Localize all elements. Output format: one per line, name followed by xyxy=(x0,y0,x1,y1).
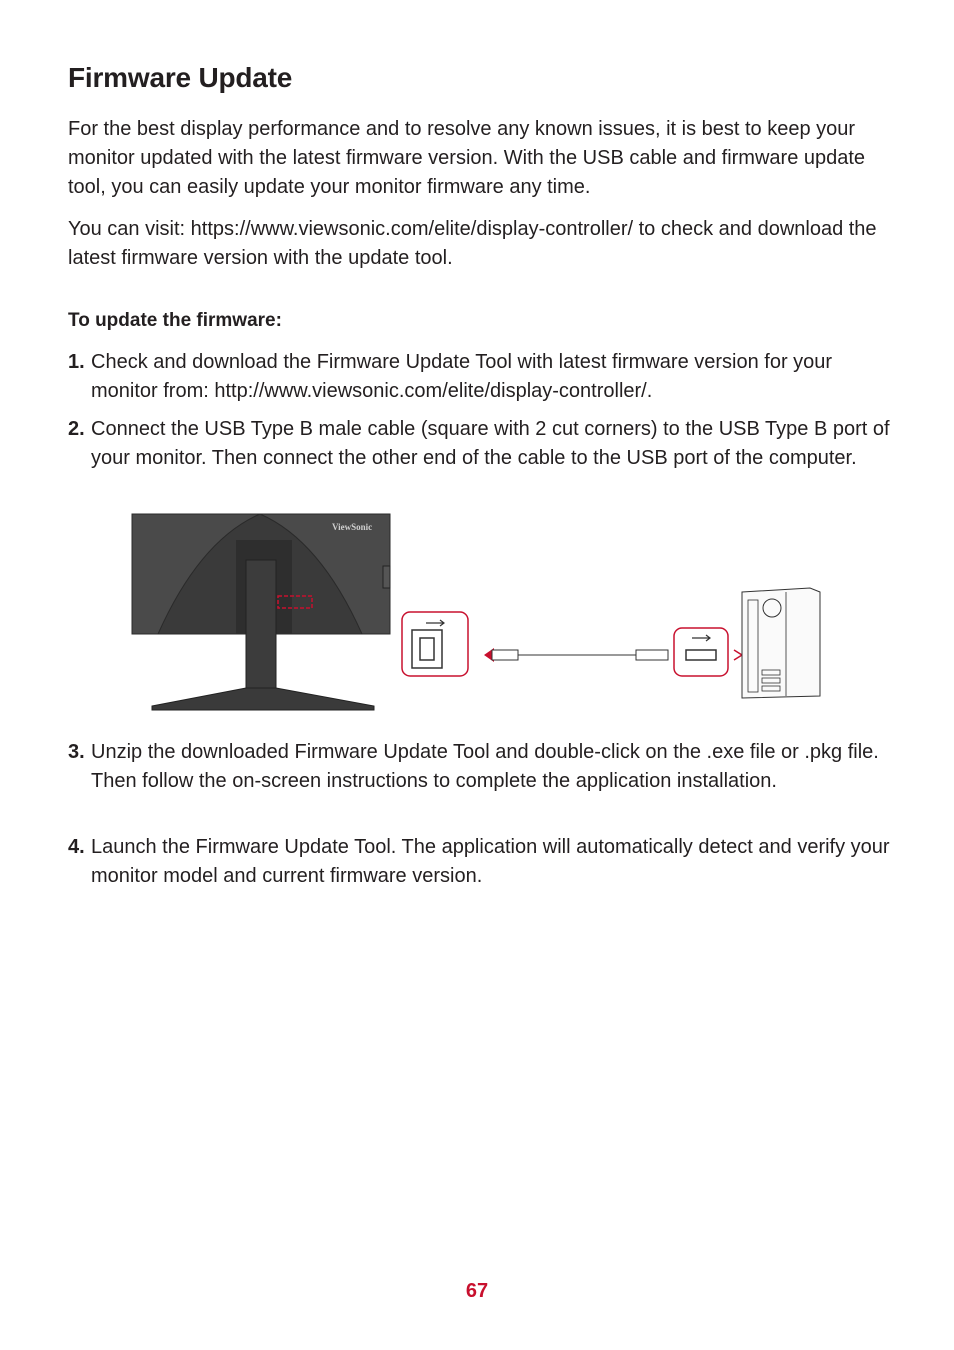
usb-cable-icon xyxy=(484,648,668,662)
step-number: 4. xyxy=(68,836,85,858)
page-number: 67 xyxy=(465,1280,489,1302)
usb-type-b-port-icon xyxy=(402,612,468,676)
monitor-back-illustration xyxy=(132,514,390,710)
intro-paragraph-1: For the best display performance and to resolve any known issues, it is best to keep your monitor updated with the latest firmware version. With the USB cable and firmware update tool, you can easily update your monitor firmware any time. xyxy=(68,118,866,198)
step-2 xyxy=(68,415,890,473)
step-3 xyxy=(68,738,890,796)
section-subheading: To update the firmware: xyxy=(68,310,282,331)
pc-tower-illustration xyxy=(742,588,820,698)
step-4 xyxy=(68,833,890,891)
usb-a-port-icon xyxy=(674,628,742,676)
step-text: Unzip the downloaded Firmware Update Tool and double-click on the .exe file or .pkg file. Then follow the on-screen instructions to complete the application installation. xyxy=(91,741,879,792)
step-number: 3. xyxy=(68,741,85,763)
usb-connection-figure xyxy=(130,510,830,716)
step-1 xyxy=(68,348,890,406)
step-text: Connect the USB Type B male cable (square with 2 cut corners) to the USB Type B port of your monitor. Then connect the other end of the cable to the USB port of the computer. xyxy=(91,418,890,469)
step-text: Check and download the Firmware Update Tool with latest firmware version for your monitor from: http://www.viewsonic.com/elite/display-controller/. xyxy=(91,351,833,402)
step-number: 2. xyxy=(68,418,85,440)
intro-paragraph-2: You can visit: https://www.viewsonic.com/elite/display-controller/ to check and download the latest firmware version with the update tool. xyxy=(68,218,877,269)
brand-logo: ViewSonic xyxy=(332,522,373,532)
step-number: 1. xyxy=(68,351,85,373)
page-title: Firmware Update xyxy=(68,62,293,93)
step-text: Launch the Firmware Update Tool. The application will automatically detect and verify your monitor model and current firmware version. xyxy=(91,836,890,887)
